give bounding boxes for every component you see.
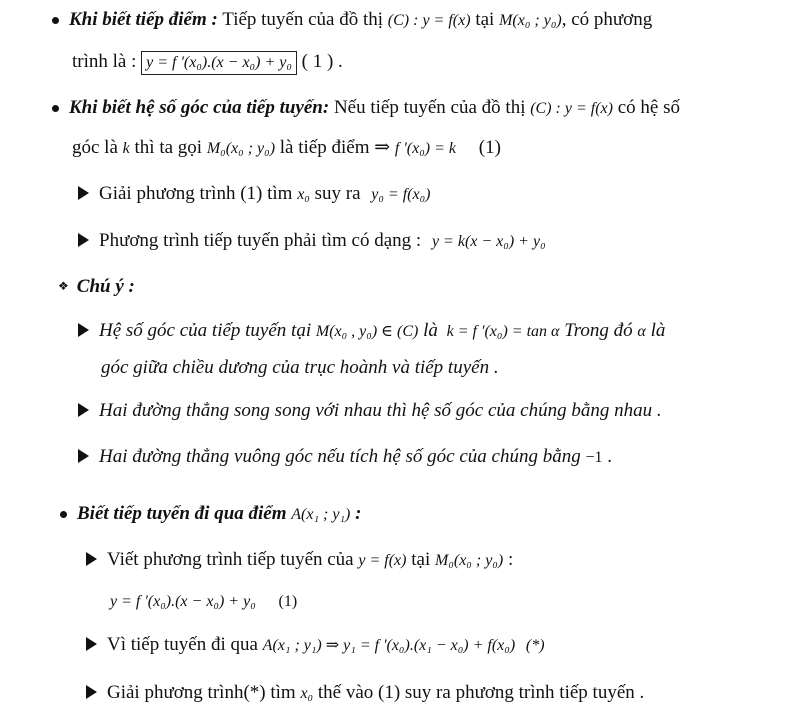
math-y0: y₀ = f(x₀) bbox=[371, 186, 431, 203]
text: suy ra bbox=[314, 183, 361, 204]
section-1-heading: Khi biết tiếp điểm : bbox=[69, 9, 218, 30]
text: Hệ số góc của tiếp tuyến tại bbox=[99, 320, 312, 341]
section-3-formula bbox=[110, 589, 297, 614]
note-heading: Chú ý : bbox=[76, 276, 135, 297]
arrow-bullet-icon bbox=[86, 637, 97, 651]
equation-number: (*) bbox=[525, 637, 545, 654]
text: Giải phương trình (1) tìm bbox=[99, 183, 293, 204]
note-heading-line bbox=[58, 274, 135, 299]
diamond-bullet-icon: ❖ bbox=[58, 279, 69, 293]
math-alpha: α bbox=[637, 323, 646, 340]
section-3-sub-1 bbox=[86, 548, 513, 573]
section-2-line-2 bbox=[72, 136, 501, 161]
section-3-sub-2 bbox=[86, 633, 545, 658]
bullet-icon bbox=[52, 17, 59, 24]
text: tại bbox=[475, 9, 495, 30]
text: có hệ số bbox=[617, 97, 680, 118]
text: trình là : bbox=[72, 51, 137, 72]
text: Nếu tiếp tuyến của đồ thị bbox=[333, 97, 526, 118]
math-k: k bbox=[122, 140, 130, 157]
text: . bbox=[607, 446, 612, 467]
math-tangent-equation: y = f '(x₀).(x − x₀) + y₀ bbox=[110, 593, 256, 610]
equation-number: (1) bbox=[478, 137, 501, 158]
math-derivative: f '(x₀) = k bbox=[394, 140, 456, 157]
note-item-3 bbox=[78, 445, 612, 470]
math-curve: (C) : y = f(x) bbox=[530, 100, 613, 117]
section-2-sub-1 bbox=[78, 182, 431, 207]
arrow-bullet-icon bbox=[78, 323, 89, 337]
section-2-heading: Khi biết hệ số góc của tiếp tuyến: bbox=[69, 97, 330, 118]
text: : bbox=[507, 549, 514, 570]
arrow-bullet-icon bbox=[78, 186, 89, 200]
math-point: M(x₀ ; y₀) bbox=[499, 12, 562, 29]
boxed-formula: y = f '(x₀).(x − x₀) + y₀ bbox=[141, 51, 297, 75]
math-curve: (C) : y = f(x) bbox=[387, 12, 471, 29]
text: là tiếp điểm ⇒ bbox=[279, 137, 391, 158]
text: là bbox=[650, 320, 666, 341]
math-function: y = f(x) bbox=[358, 552, 407, 569]
math-point: M₀(x₀ ; y₀) bbox=[434, 552, 504, 569]
math-point: M₀(x₀ ; y₀) bbox=[206, 140, 276, 157]
arrow-bullet-icon bbox=[86, 685, 97, 699]
text: là bbox=[423, 320, 438, 341]
text: thế vào (1) suy ra phương trình tiếp tuyến . bbox=[317, 682, 645, 703]
math-tangent-form: y = k(x − x₀) + y₀ bbox=[431, 233, 546, 250]
arrow-bullet-icon bbox=[78, 449, 89, 463]
text: Giải phương trình(*) tìm bbox=[107, 682, 296, 703]
note-item-2 bbox=[78, 399, 662, 423]
section-2-line-1 bbox=[52, 96, 680, 121]
text: Viết phương trình tiếp tuyến của bbox=[107, 549, 354, 570]
equation-number: ( 1 ) . bbox=[301, 51, 343, 72]
text: Tiếp tuyến của đồ thị bbox=[222, 9, 384, 30]
note-item-1-cont bbox=[101, 356, 499, 380]
bullet-icon bbox=[60, 511, 67, 518]
arrow-bullet-icon bbox=[86, 552, 97, 566]
text: thì ta gọi bbox=[134, 137, 203, 158]
text: Trong đó bbox=[564, 320, 633, 341]
section-2-sub-2 bbox=[78, 229, 546, 254]
section-3-heading: Biết tiếp tuyến đi qua điểm bbox=[77, 503, 287, 524]
math-point-on-curve: M(x₀ , y₀) ∈ (C) bbox=[315, 323, 419, 340]
math-point-a: A(x₁ ; y₁) bbox=[291, 506, 351, 523]
math-x0: x₀ bbox=[297, 186, 310, 203]
text: Hai đường thẳng vuông góc nếu tích hệ số góc của chúng bằng bbox=[99, 446, 581, 467]
math-slope: k = f ′(x₀) = tan α bbox=[446, 323, 560, 340]
equation-number: (1) bbox=[278, 593, 298, 610]
section-1-line-2 bbox=[72, 50, 343, 75]
arrow-bullet-icon bbox=[78, 233, 89, 247]
arrow-bullet-icon bbox=[78, 403, 89, 417]
bullet-icon bbox=[52, 105, 59, 112]
text: tại bbox=[411, 549, 431, 570]
text: Vì tiếp tuyến đi qua bbox=[107, 634, 258, 655]
math-minus-one: −1 bbox=[585, 449, 603, 466]
text: Hai đường thẳng song song với nhau thì hệ số góc của chúng bằng nhau . bbox=[99, 400, 662, 421]
section-1-line-1 bbox=[52, 8, 652, 33]
text: góc là bbox=[72, 137, 118, 158]
text: góc giữa chiều dương của trục hoành và tiếp tuyến . bbox=[101, 357, 499, 378]
section-3-sub-3 bbox=[86, 681, 644, 706]
section-3-heading-line bbox=[60, 502, 361, 527]
text: Phương trình tiếp tuyến phải tìm có dạng : bbox=[99, 230, 422, 251]
text: : bbox=[355, 503, 362, 524]
text: , có phương bbox=[561, 9, 653, 30]
math-x0: x₀ bbox=[300, 685, 314, 702]
note-item-1 bbox=[78, 319, 665, 344]
math-condition: A(x₁ ; y₁) ⇒ y₁ = f '(x₀).(x₁ − x₀) + f(x₀) bbox=[262, 637, 516, 654]
